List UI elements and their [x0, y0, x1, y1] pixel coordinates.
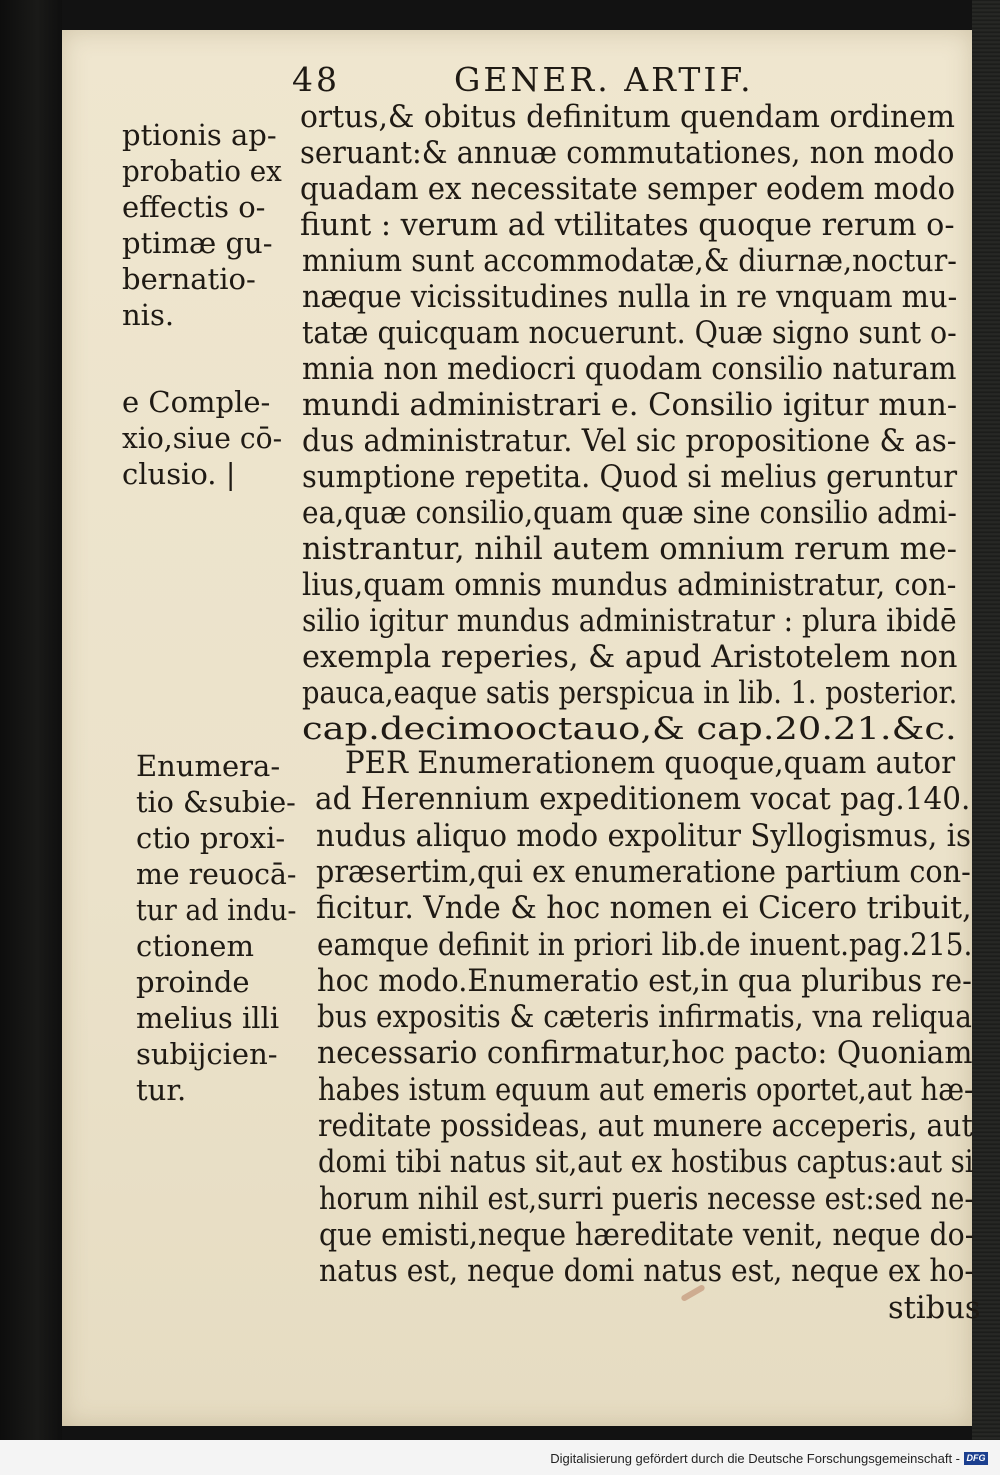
text-line: horum nihil est,surri pueris necesse est:sed ne-	[318, 1181, 974, 1217]
margin-note-line: ctio proxi-	[136, 821, 286, 855]
page-number: 48	[292, 60, 340, 99]
text-line: silio igitur mundus administratur : plura ibidē	[302, 604, 957, 639]
text-line: seruant:& annuæ commutationes, non modo	[300, 136, 955, 171]
text-line: præsertim,qui ex enumeratione partium con-	[315, 854, 971, 890]
text-line: nistrantur, nihil autem omnium rerum me-	[302, 532, 957, 567]
margin-note-line: melius illi	[136, 1001, 280, 1035]
text-line: ad Herennium expeditionem vocat pag.140.	[315, 782, 971, 818]
text-line: mnia non mediocri quodam consilio naturam	[302, 352, 957, 387]
text-line: habes istum equum aut emeris oportet,aut hæ-	[317, 1072, 973, 1108]
running-header	[292, 60, 812, 100]
margin-note-line: e Comple-	[122, 385, 271, 419]
text-line: mundi administrari e. Consilio igitur mun-	[302, 388, 958, 423]
margin-note-line: nis.	[122, 298, 175, 332]
text-line: eamque definit in priori lib.de inuent.pag.215.	[316, 927, 972, 963]
text-line: exempla reperies, & apud Aristotelem non	[302, 640, 958, 675]
margin-note-line: tur.	[136, 1073, 187, 1107]
text-line: pauca,eaque satis perspicua in lib. 1. posterior.	[302, 676, 958, 711]
text-line: cap.decimooctauo,& cap.20.21.&c.	[302, 712, 957, 747]
margin-note-line: Enumera-	[136, 749, 281, 783]
text-line: bus expositis & cæteris infirmatis, vna reliqua	[317, 1000, 972, 1036]
text-line: ortus,& obitus definitum quendam ordinem	[300, 100, 955, 135]
scan-edge	[972, 0, 1000, 1440]
margin-note-line: xio,siue cō-	[122, 421, 283, 455]
digitization-credit: Digitalisierung gefördert durch die Deutsche Forschungsgemeinschaft -	[550, 1451, 960, 1466]
text-line: mnium sunt accommodatæ,& diurnæ,noctur-	[302, 244, 957, 279]
text-line: necessario confirmatur,hoc pacto: Quoniam	[317, 1036, 973, 1072]
margin-note-line: tur ad indu-	[136, 893, 297, 927]
margin-note-line: bernatio-	[122, 262, 256, 296]
text-line: sumptione repetita. Quod si melius geruntur	[302, 460, 958, 495]
text-line: ea,quæ consilio,quam quæ sine consilio admi-	[302, 496, 957, 531]
text-line: dus administratur. Vel sic propositione & as-	[302, 424, 957, 459]
book-spine-shadow	[0, 0, 62, 1440]
margin-note-line: effectis o-	[122, 190, 266, 224]
margin-note-line: me reuocā-	[136, 857, 297, 891]
text-line: ficitur. Vnde & hoc nomen ei Cicero tribuit,	[316, 891, 972, 927]
text-line: que emisti,neque hæreditate venit, neque do-	[318, 1217, 975, 1253]
text-line: stibus	[888, 1290, 981, 1326]
text-line: tatæ quicquam nocuerunt. Quæ signo sunt o-	[302, 316, 957, 351]
dfg-logo-icon: DFG	[964, 1452, 988, 1465]
text-line: fiunt : verum ad vtilitates quoque rerum o-	[300, 208, 955, 243]
margin-note-line: proinde	[136, 965, 250, 999]
margin-note-line: ptimæ gu-	[122, 226, 273, 260]
margin-note-line: ptionis ap-	[122, 118, 277, 152]
running-title: GENER. ARTIF.	[454, 60, 754, 99]
margin-note-line: tio &subie-	[136, 785, 296, 819]
text-line: lius,quam omnis mundus administratur, con-	[302, 568, 957, 603]
text-line: domi tibi natus sit,aut ex hostibus captus:aut si	[318, 1145, 974, 1181]
text-line: nudus aliquo modo expolitur Syllogismus, is	[315, 818, 971, 854]
margin-note-line: probatio ex	[122, 154, 282, 188]
text-line: PER Enumerationem quoque,quam autor	[345, 746, 956, 781]
margin-note-line: ctionem	[136, 929, 254, 963]
text-line: natus est, neque domi natus est, neque ex ho-	[319, 1254, 975, 1290]
text-line: reditate possideas, aut munere acceperis, aut	[318, 1109, 973, 1144]
text-line: quadam ex necessitate semper eodem modo	[300, 172, 956, 207]
margin-note-line: clusio. |	[122, 457, 236, 491]
text-line: næque vicissitudines nulla in re vnquam mu-	[302, 280, 958, 315]
text-line: hoc modo.Enumeratio est,in qua pluribus re-	[316, 963, 972, 999]
margin-note-line: subijcien-	[136, 1037, 278, 1071]
